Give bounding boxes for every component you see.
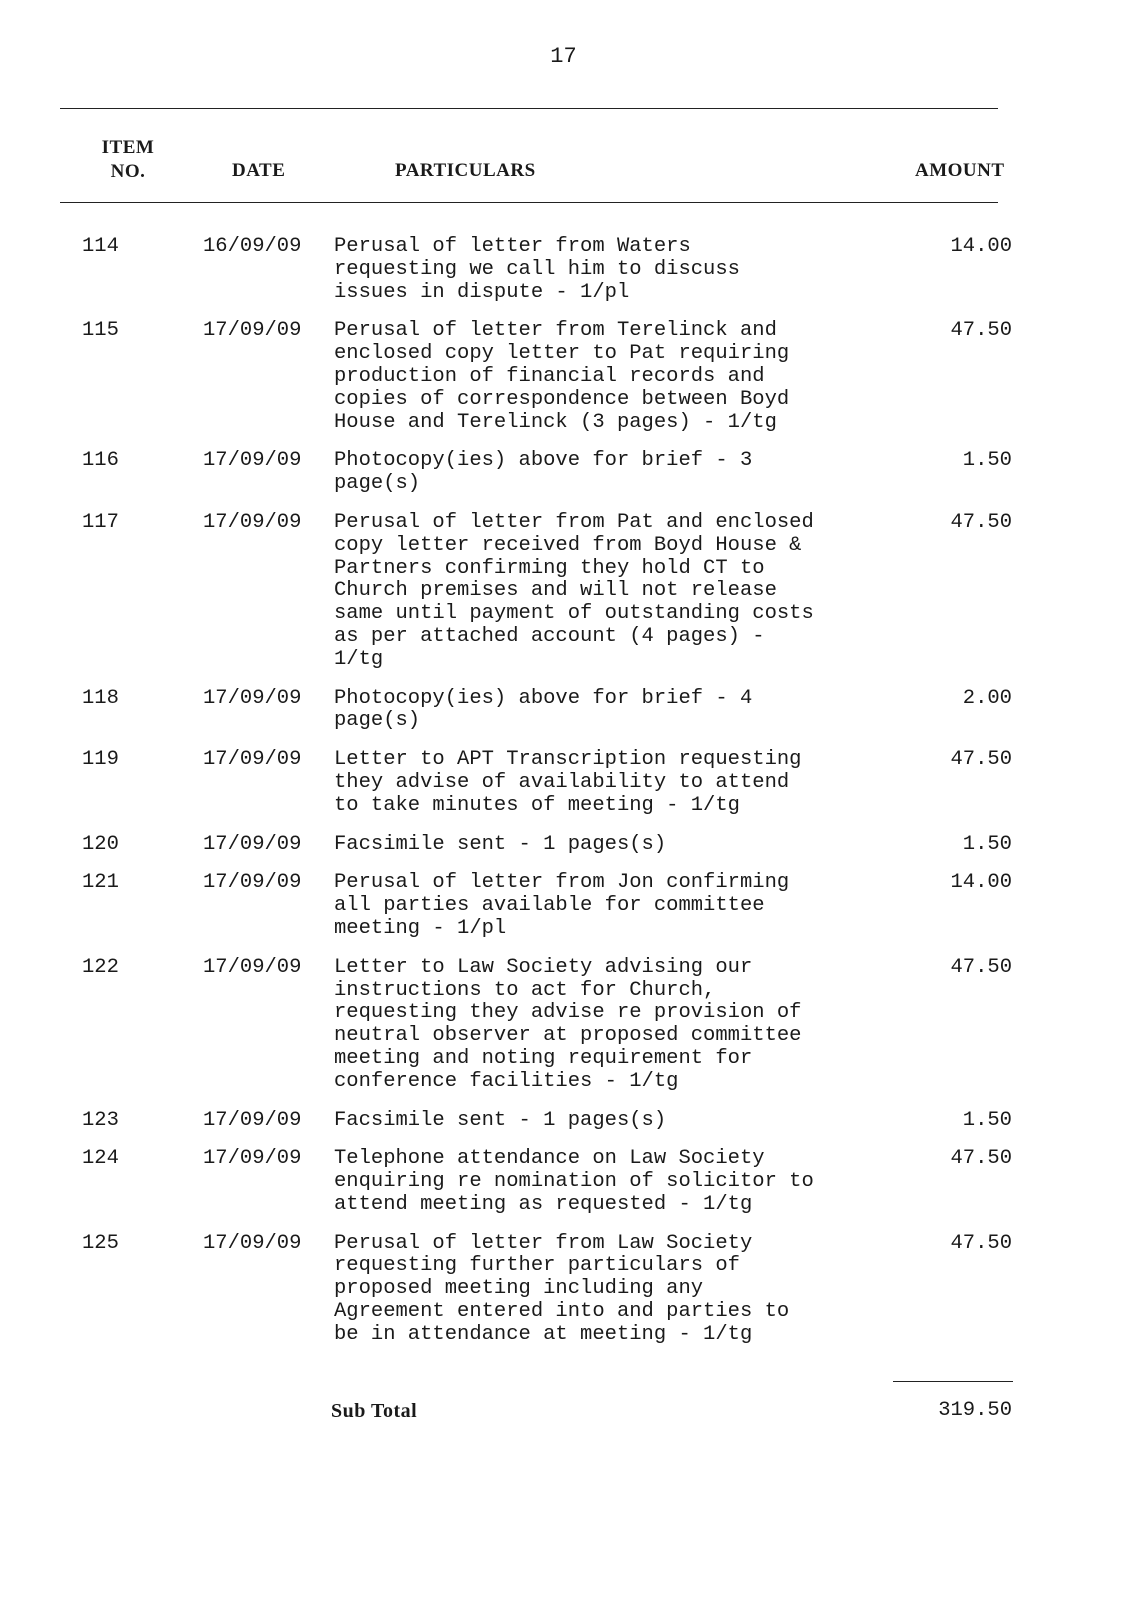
entry-amount: 47.50 — [950, 319, 1012, 343]
subtotal-value: 319.50 — [938, 1399, 1012, 1422]
item-number: 120 — [82, 832, 119, 856]
item-number: 118 — [82, 686, 119, 710]
header-bottom-rule — [60, 202, 998, 203]
entry-date: 16/09/09 — [203, 235, 302, 258]
entry-amount: 1.50 — [962, 449, 1012, 473]
entry-date: 17/09/09 — [203, 748, 302, 772]
entry-particulars: Letter to APT Transcription requesting they advise of availability to attend to take minutes of meeting - 1/tg — [334, 748, 802, 817]
subtotal-rule — [893, 1381, 1013, 1382]
entry-date: 17/09/09 — [203, 686, 302, 710]
table-row — [0, 749, 1127, 817]
column-header-item-no — [98, 136, 158, 184]
entry-amount: 47.50 — [950, 510, 1012, 534]
entry-particulars: Telephone attendance on Law Society enquiring re nomination of solicitor to attend meeting as requested - 1/tg — [334, 1147, 814, 1216]
entry-date: 17/09/09 — [203, 955, 302, 979]
entry-date: 17/09/09 — [203, 1147, 302, 1171]
entry-amount: 1.50 — [962, 1108, 1012, 1132]
entry-particulars: Perusal of letter from Terelinck and enclosed copy letter to Pat requiring production of financial records and copies of correspondence between Boyd House and Terelinck (3 pages) - 1/tg — [334, 319, 790, 434]
entry-particulars: Letter to Law Society advising our instructions to act for Church, requesting they advise re provision of neutral observer at proposed committee meeting and noting requirement for conference facilities - 1/tg — [334, 955, 802, 1093]
table-row — [0, 834, 1127, 857]
header-top-rule — [60, 108, 998, 109]
column-header-item-line1: ITEM — [101, 137, 155, 158]
entry-particulars: Photocopy(ies) above for brief - 4 page(s) — [334, 686, 753, 733]
entry-amount: 14.00 — [950, 871, 1012, 895]
entry-date: 17/09/09 — [203, 319, 302, 343]
entry-date: 17/09/09 — [203, 1231, 302, 1255]
item-number: 117 — [82, 510, 119, 534]
column-header-particulars: PARTICULARS — [395, 160, 536, 181]
table-row — [0, 320, 1127, 434]
entry-date: 17/09/09 — [203, 871, 302, 895]
item-number: 122 — [82, 955, 119, 979]
table-row — [0, 688, 1127, 734]
entry-particulars: Perusal of letter from Waters requesting we call him to discuss issues in dispute - 1/pl — [334, 235, 740, 304]
subtotal-label: Sub Total — [331, 1400, 418, 1422]
table-row — [0, 957, 1127, 1094]
item-number: 125 — [82, 1231, 119, 1255]
entry-particulars: Photocopy(ies) above for brief - 3 page(s) — [334, 449, 753, 496]
table-row — [0, 512, 1127, 672]
column-header-item-line2: NO. — [110, 161, 146, 182]
table-row — [0, 1233, 1127, 1347]
item-number: 121 — [82, 871, 119, 895]
table-row — [0, 1148, 1127, 1216]
table-row — [0, 450, 1127, 496]
entry-particulars: Perusal of letter from Jon confirming all parties available for committee meeting - 1/pl — [334, 871, 790, 940]
item-number: 123 — [82, 1108, 119, 1132]
entry-date: 17/09/09 — [203, 832, 302, 856]
entry-particulars: Facsimile sent - 1 pages(s) — [334, 1108, 667, 1132]
page-number: 17 — [550, 44, 577, 69]
entry-date: 17/09/09 — [203, 1108, 302, 1132]
item-number: 116 — [82, 449, 119, 473]
item-number: 124 — [82, 1147, 119, 1171]
entry-particulars: Perusal of letter from Law Society requesting further particulars of proposed meeting including any Agreement entered into and parties to be in attendance at meeting - 1/tg — [334, 1231, 790, 1346]
entries-list — [0, 236, 1127, 1363]
entry-particulars: Perusal of letter from Pat and enclosed copy letter received from Boyd House & Partners confirming they hold CT to Church premises and will not release same until payment of outstanding costs as per attached account (4 pages) - 1/tg — [334, 510, 814, 671]
entry-amount: 1.50 — [962, 832, 1012, 856]
entry-amount: 47.50 — [950, 1147, 1012, 1171]
entry-amount: 2.00 — [962, 686, 1012, 710]
item-number: 115 — [82, 319, 119, 343]
column-header-date: DATE — [232, 160, 286, 181]
entry-amount: 47.50 — [950, 955, 1012, 979]
table-row — [0, 236, 1127, 304]
entry-amount: 47.50 — [950, 748, 1012, 772]
column-header-amount: AMOUNT — [915, 160, 1005, 181]
table-row — [0, 872, 1127, 940]
table-row — [0, 1110, 1127, 1133]
entry-amount: 14.00 — [950, 235, 1012, 258]
item-number: 119 — [82, 748, 119, 772]
entry-particulars: Facsimile sent - 1 pages(s) — [334, 832, 667, 856]
entry-date: 17/09/09 — [203, 449, 302, 473]
item-number: 114 — [82, 235, 119, 258]
entry-amount: 47.50 — [950, 1231, 1012, 1255]
entry-date: 17/09/09 — [203, 510, 302, 534]
